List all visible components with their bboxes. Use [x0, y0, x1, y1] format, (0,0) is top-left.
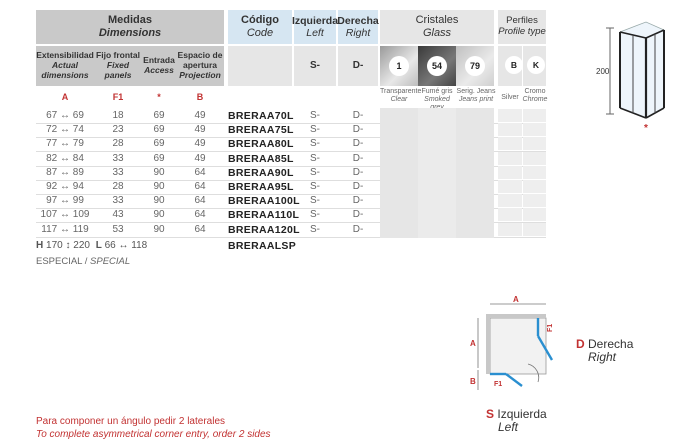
- glass-name-smoked-es: Fumé gris: [421, 88, 453, 95]
- right-letter: D: [576, 337, 585, 351]
- key-b: B: [196, 92, 204, 102]
- cell-right: D-: [352, 166, 364, 178]
- special-text: SPECIAL: [90, 256, 131, 267]
- cell-right: D-: [352, 124, 364, 136]
- note-es: Para componer un ángulo pedir 2 laterales: [36, 416, 226, 427]
- cell-extensibility: 67 ↔ 69: [46, 110, 84, 121]
- cell-left: S-: [310, 223, 320, 235]
- cell-profile-k: [523, 223, 546, 236]
- plan-b-side: B: [470, 377, 476, 386]
- key-a: A: [61, 92, 69, 102]
- especial-text: ESPECIAL /: [36, 256, 88, 267]
- cell-access: 90: [153, 209, 165, 221]
- cell-access: 69: [153, 138, 165, 150]
- cell-profile-b: [498, 137, 522, 150]
- cell-fixed-panel: 23: [112, 124, 124, 136]
- cell-left: S-: [310, 124, 320, 136]
- header-izquierda: [291, 10, 339, 44]
- cell-code: BRERAA75L: [228, 124, 294, 137]
- left-legend: [486, 408, 547, 434]
- cell-extensibility: 82 ↔ 84: [46, 152, 84, 164]
- special-h-value: 170 ↕ 220: [46, 240, 90, 251]
- header-medidas: [36, 10, 224, 44]
- plan-a-side: A: [470, 339, 476, 348]
- cell-left: S-: [310, 181, 320, 192]
- fijo-label: Fijo frontal: [96, 50, 140, 61]
- cell-access: 90: [153, 195, 165, 207]
- right-en: Right: [588, 350, 617, 365]
- cell-access: 69: [153, 152, 165, 164]
- header-medidas-label: Medidas: [107, 14, 152, 27]
- glass-name-jeans: [456, 88, 496, 104]
- header-profile-label: Profile type: [498, 26, 546, 37]
- cell-extensibility: 107 ↔ 109: [40, 209, 90, 221]
- header-derecha-label: Derecha: [337, 14, 379, 27]
- subheader-extensibilidad: [36, 46, 94, 86]
- profile-name-chrome: [522, 88, 548, 104]
- cell-extensibility: 117 ↔ 119: [41, 223, 89, 235]
- cell-projection: 64: [194, 209, 206, 221]
- subheader-right: [338, 46, 378, 86]
- diagram-height-label: 200: [596, 67, 610, 76]
- right-legend: [576, 338, 633, 364]
- glass-column-jeans-bg: [456, 108, 494, 238]
- cell-access: 69: [153, 124, 165, 136]
- cell-right: D-: [352, 195, 364, 207]
- special-code: BRERAALSP: [228, 240, 297, 252]
- header-left-label: Left: [306, 27, 324, 39]
- header-code-label: Code: [246, 27, 274, 39]
- header-codigo: [228, 10, 292, 44]
- diagram-star: *: [644, 123, 648, 132]
- cell-profile-k: [523, 180, 546, 193]
- plan-f1-bottom: F1: [494, 381, 503, 388]
- cell-extensibility: 92 ↔ 94: [46, 181, 84, 192]
- cell-left: S-: [310, 209, 320, 221]
- glass-name-clear: [380, 88, 422, 104]
- cell-fixed-panel: 33: [112, 152, 124, 164]
- cell-projection: 64: [194, 195, 206, 207]
- profile-name-silver-text: Silver: [501, 94, 519, 101]
- header-cristales: [380, 10, 494, 44]
- cell-access: 90: [153, 166, 165, 178]
- projection-label: Projection: [179, 69, 221, 80]
- cell-fixed-panel: 28: [112, 181, 124, 192]
- cell-projection: 64: [194, 223, 206, 235]
- special-l-label: L: [95, 240, 102, 251]
- cell-projection: 49: [194, 152, 206, 164]
- left-en: Left: [498, 420, 519, 435]
- profile-code-k: K: [527, 56, 545, 74]
- header-perfiles-label: Perfiles: [506, 15, 538, 27]
- cell-projection: 49: [194, 138, 206, 150]
- cell-profile-b: [498, 123, 522, 136]
- cell-projection: 64: [194, 181, 206, 192]
- cell-profile-k: [523, 123, 546, 136]
- cell-right: D-: [352, 223, 364, 235]
- cell-extensibility: 97 ↔ 99: [46, 195, 84, 207]
- access-label: Access: [144, 65, 174, 75]
- cell-extensibility: 72 ↔ 74: [46, 124, 84, 136]
- cell-profile-b: [498, 109, 522, 122]
- cell-fixed-panel: 28: [112, 138, 124, 150]
- cell-projection: 49: [194, 110, 206, 121]
- cell-access: 90: [153, 181, 165, 192]
- glass-name-clear-es: Transparente: [380, 88, 422, 95]
- cell-extensibility: 87 ↔ 89: [46, 166, 84, 178]
- cell-right: D-: [352, 152, 364, 164]
- glass-code-79: 79: [465, 56, 485, 76]
- glass-column-clear-bg: [380, 108, 418, 238]
- extensibilidad-label: Extensibilidad: [36, 50, 94, 61]
- cell-code: BRERAA90L: [228, 166, 294, 179]
- cell-left: S-: [310, 138, 320, 150]
- cell-projection: 49: [194, 124, 206, 136]
- cell-right: D-: [352, 181, 364, 192]
- key-f1: F1: [112, 92, 124, 102]
- profile-name-chrome-en: Chrome: [522, 96, 548, 104]
- espacio-label: Espacio de: [177, 50, 223, 61]
- corner-note: [36, 416, 271, 441]
- cell-fixed-panel: 33: [112, 195, 124, 207]
- cell-code: BRERAA70L: [228, 110, 294, 122]
- cell-code: BRERAA95L: [228, 181, 294, 193]
- header-dimensions-label: Dimensions: [98, 27, 162, 39]
- left-code-label: S-: [310, 60, 320, 72]
- right-es: Derecha: [588, 337, 634, 351]
- cell-profile-b: [498, 166, 522, 179]
- cell-profile-k: [523, 208, 546, 221]
- subheader-espacio: [176, 46, 224, 86]
- glass-name-jeans-en: Jeans print: [458, 96, 494, 104]
- cell-profile-k: [523, 137, 546, 150]
- glass-name-jeans-es: Serig. Jeans: [456, 88, 496, 95]
- cell-fixed-panel: 43: [112, 209, 124, 221]
- subheader-entrada: [142, 46, 176, 86]
- key-star: *: [157, 92, 161, 102]
- cell-profile-k: [523, 152, 546, 165]
- profile-name-chrome-es: Cromo: [524, 88, 546, 95]
- profile-code-b: B: [505, 56, 523, 74]
- right-code-label: D-: [352, 60, 364, 72]
- cell-code: BRERAA100L: [228, 195, 300, 208]
- cell-code: BRERAA85L: [228, 152, 294, 165]
- cell-left: S-: [310, 110, 320, 121]
- cell-access: 69: [153, 110, 165, 121]
- subheader-code-bg: [228, 46, 292, 86]
- cell-left: S-: [310, 152, 320, 164]
- glass-code-1: 1: [389, 56, 409, 76]
- header-codigo-label: Código: [241, 14, 279, 27]
- profile-name-silver: [498, 94, 522, 102]
- cell-right: D-: [352, 138, 364, 150]
- glass-code-54: 54: [427, 56, 447, 76]
- left-es: Izquierda: [497, 407, 547, 421]
- cell-profile-b: [498, 152, 522, 165]
- left-letter: S: [486, 407, 495, 421]
- special-dimensions: [36, 240, 147, 251]
- dimensions-sub-label: dimensions: [41, 69, 89, 80]
- subheader-left: [294, 46, 336, 86]
- cell-profile-b: [498, 194, 522, 207]
- cell-profile-b: [498, 180, 522, 193]
- header-perfiles: [498, 10, 546, 44]
- cell-right: D-: [352, 209, 364, 221]
- cell-code: BRERAA80L: [228, 138, 294, 151]
- plan-diagram: [466, 290, 566, 402]
- cell-projection: 64: [194, 166, 206, 178]
- cell-profile-k: [523, 166, 546, 179]
- cell-profile-b: [498, 208, 522, 221]
- cell-profile-k: [523, 109, 546, 122]
- apertura-label: apertura: [182, 60, 217, 71]
- cell-fixed-panel: 53: [112, 223, 124, 235]
- header-glass-label: Glass: [422, 27, 452, 39]
- cell-profile-k: [523, 194, 546, 207]
- shower-enclosure-diagram: [590, 14, 672, 132]
- cell-fixed-panel: 33: [112, 166, 124, 178]
- cell-code: BRERAA120L: [228, 223, 300, 236]
- plan-a-top: A: [513, 295, 519, 304]
- subheader-fijo: [94, 46, 142, 86]
- plan-f1-right: F1: [547, 323, 554, 332]
- glass-name-smoked-en: Smoked: [424, 96, 450, 104]
- entrada-label: Entrada: [143, 55, 175, 66]
- cell-extensibility: 77 ↔ 79: [46, 138, 84, 150]
- special-label: [36, 256, 130, 267]
- header-cristales-label: Cristales: [415, 14, 459, 27]
- header-right-label: Right: [345, 27, 371, 39]
- actual-label: Actual: [52, 60, 78, 71]
- cell-fixed-panel: 18: [112, 110, 124, 121]
- note-en: To complete asymmetrical corner entry, order 2 sides: [36, 428, 271, 440]
- cell-code: BRERAA110L: [228, 209, 300, 222]
- cell-right: D-: [352, 110, 364, 121]
- cell-left: S-: [310, 166, 320, 178]
- glass-column-smoked-bg: [418, 108, 456, 238]
- header-izquierda-label: Izquierda: [291, 14, 339, 27]
- special-l-value: 66 ↔ 118: [104, 240, 148, 251]
- header-derecha: [338, 10, 378, 44]
- special-h-label: H: [36, 240, 44, 251]
- glass-name-clear-en: Clear: [390, 96, 408, 104]
- cell-profile-b: [498, 223, 522, 236]
- fixed-label: Fixed panels: [104, 60, 132, 80]
- cell-access: 90: [153, 223, 165, 235]
- cell-left: S-: [310, 195, 320, 207]
